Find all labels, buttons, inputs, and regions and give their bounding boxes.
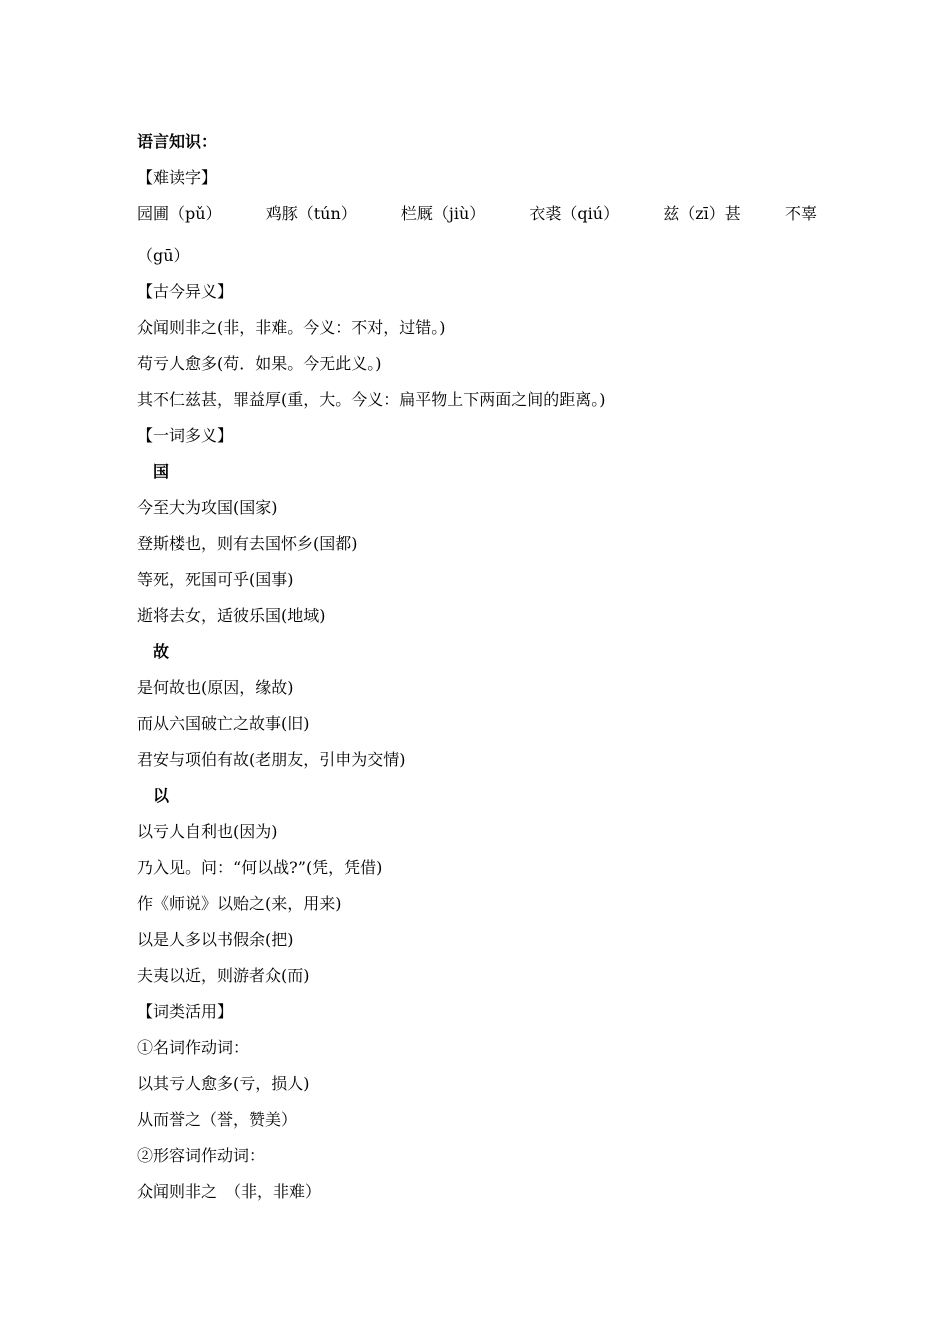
text-line: 以亏人自利也(因为)	[137, 822, 278, 841]
polysemy-word: 国	[153, 462, 170, 481]
text-line: 是何故也(原因，缘故)	[137, 678, 294, 697]
pronunciation-item: 鸡豚（tún）	[265, 204, 357, 223]
text-line: 从而誉之（誉，赞美）	[137, 1110, 298, 1129]
section-heading-ancient-modern: 【古今异义】	[137, 282, 234, 301]
section-heading-word-class: 【词类活用】	[137, 1002, 234, 1021]
text-line: 众闻则非之 （非，非难）	[137, 1182, 322, 1201]
text-line: 以其亏人愈多(亏，损人)	[137, 1074, 310, 1093]
section-heading-polysemy: 【一词多义】	[137, 426, 234, 445]
document-body	[137, 124, 827, 1210]
text-line: 苟亏人愈多(苟．如果。今无此义。)	[137, 354, 382, 373]
text-line: 君安与项伯有故(老朋友，引申为交情)	[137, 750, 406, 769]
subsection-label: ②形容词作动词：	[137, 1146, 266, 1165]
text-line: 登斯楼也，则有去国怀乡(国都)	[137, 534, 358, 553]
text-line: 其不仁兹甚，罪益厚(重，大。今义：扁平物上下两面之间的距离。)	[137, 390, 606, 409]
pronunciation-item: 园圃（pǔ）	[137, 204, 222, 223]
text-line: 夫夷以近，则游者众(而)	[137, 966, 310, 985]
text-line: 乃入见。问：“何以战?”(凭，凭借)	[137, 858, 383, 877]
text-line: 而从六国破亡之故事(旧)	[137, 714, 310, 733]
polysemy-word: 故	[153, 642, 170, 661]
text-line: 今至大为攻国(国家)	[137, 498, 278, 517]
subsection-label: ①名词作动词：	[137, 1038, 250, 1057]
section-heading-difficult-chars: 【难读字】	[137, 168, 218, 187]
pronunciation-item: 不辜	[784, 204, 817, 223]
polysemy-word: 以	[153, 786, 170, 805]
text-line: 作《师说》以贻之(来，用来)	[137, 894, 342, 913]
pronunciation-item: 兹（zī）甚	[663, 204, 741, 223]
text-line: 以是人多以书假余(把)	[137, 930, 294, 949]
pronunciation-row	[137, 196, 817, 232]
document-title: 语言知识：	[137, 132, 218, 151]
pronunciation-item: 栏厩（jiù）	[400, 204, 486, 223]
text-line: 众闻则非之(非，非难。今义：不对，过错。)	[137, 318, 446, 337]
text-line: 等死，死国可乎(国事)	[137, 570, 294, 589]
pronunciation-continuation: （gū）	[137, 246, 190, 265]
text-line: 逝将去女，适彼乐国(地域)	[137, 606, 326, 625]
pronunciation-item: 衣裘（qiú）	[529, 204, 620, 223]
